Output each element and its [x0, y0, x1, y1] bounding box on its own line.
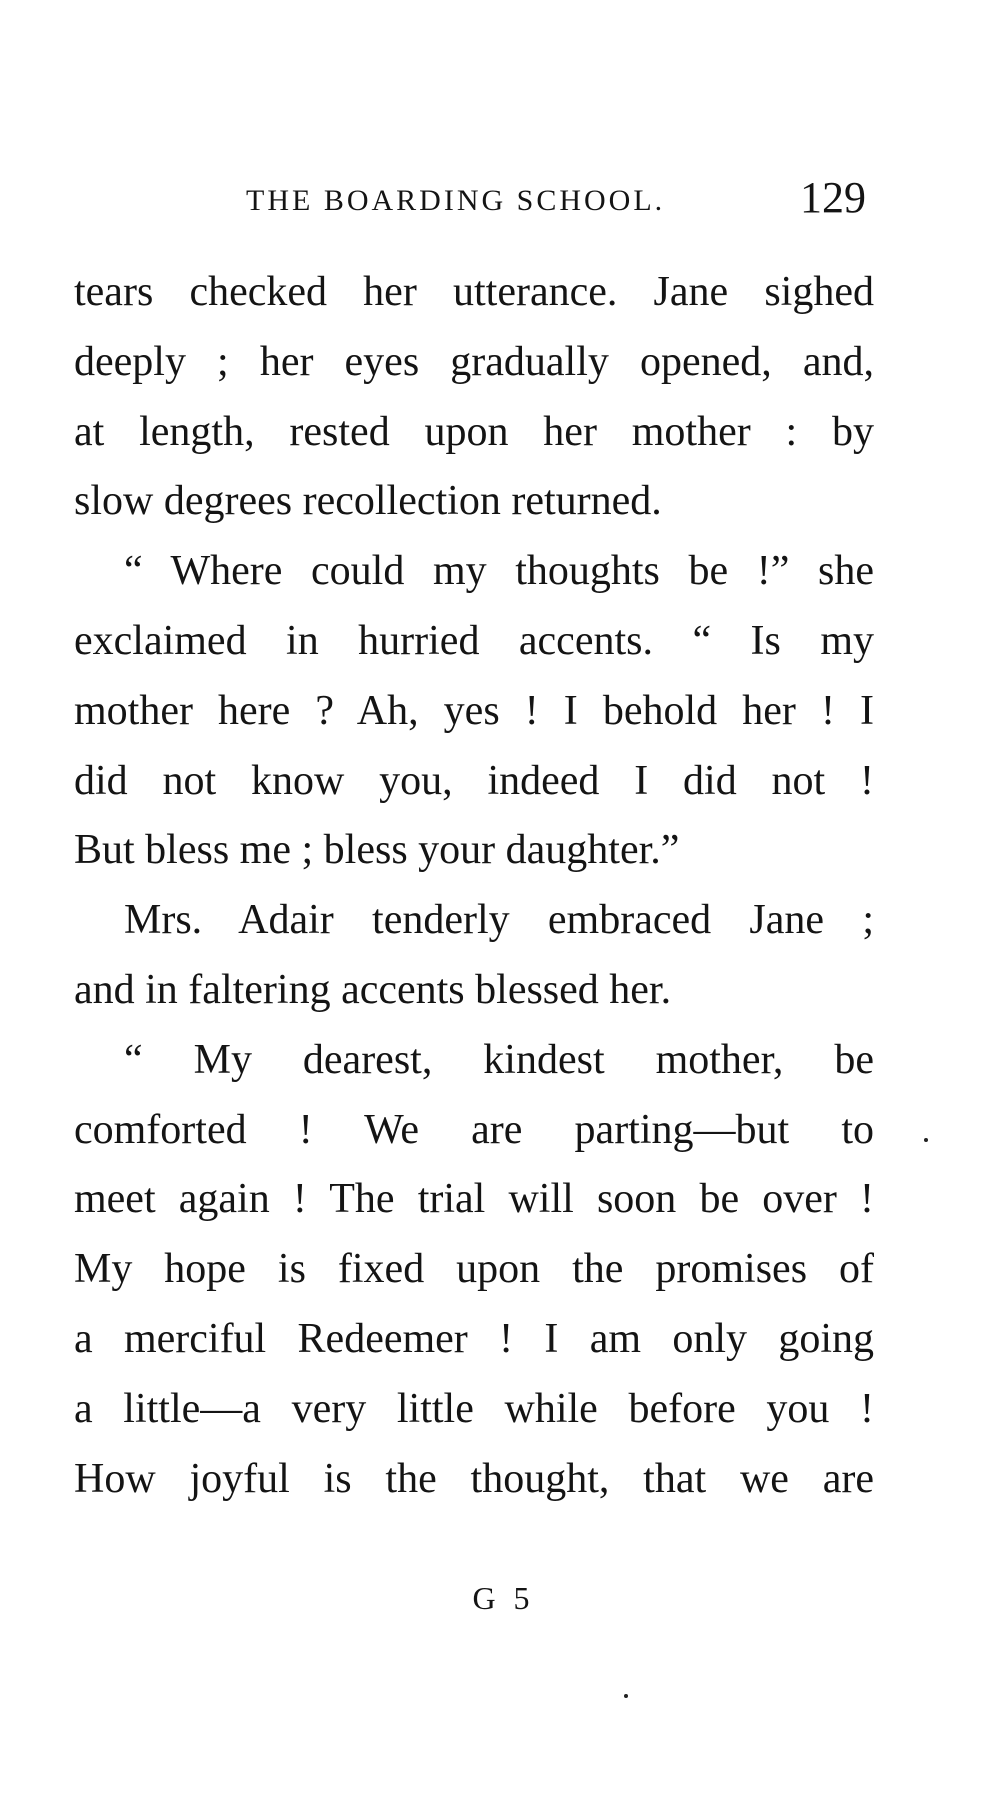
text-line: “ My dearest, kindest mother, be — [124, 1036, 874, 1083]
text-line: But bless me ; bless your daughter.” — [74, 827, 680, 874]
text-line: at length, rested upon her mother : by — [74, 408, 874, 455]
text-line: a merciful Redeemer ! I am only going — [74, 1315, 874, 1362]
text-line: exclaimed in hurried accents. “ Is my — [74, 617, 874, 664]
text-line: a little—a very little while before you ! — [74, 1385, 874, 1432]
text-line: tears checked her utterance. Jane sighed — [74, 269, 874, 315]
signature-mark — [0, 1580, 1000, 1617]
text-line: comforted ! We are parting—but to — [74, 1106, 874, 1153]
ink-speck — [624, 1694, 628, 1698]
body-text — [74, 258, 874, 1514]
running-head — [0, 173, 1000, 238]
text-line: How joyful is the thought, that we are — [74, 1455, 874, 1502]
text-line: did not know you, indeed I did not ! — [74, 757, 874, 804]
signature-number: 5 — [513, 1580, 538, 1616]
signature-letter: G — [472, 1580, 504, 1616]
text-line: “ Where could my thoughts be !” she — [124, 548, 874, 595]
text-line: mother here ? Ah, yes ! I behold her ! I — [74, 687, 874, 734]
running-title: THE BOARDING SCHOOL. — [246, 184, 666, 217]
ink-speck — [924, 1138, 928, 1142]
text-line: slow degrees recollection returned. — [74, 478, 662, 525]
text-line: deeply ; her eyes gradually opened, and, — [74, 338, 874, 385]
text-line: Mrs. Adair tenderly embraced Jane ; — [124, 897, 874, 944]
text-line: and in faltering accents blessed her. — [74, 966, 672, 1013]
text-line: meet again ! The trial will soon be over ! — [74, 1176, 874, 1223]
text-line: My hope is fixed upon the promises of — [74, 1246, 874, 1293]
page-number: 129 — [800, 173, 866, 222]
